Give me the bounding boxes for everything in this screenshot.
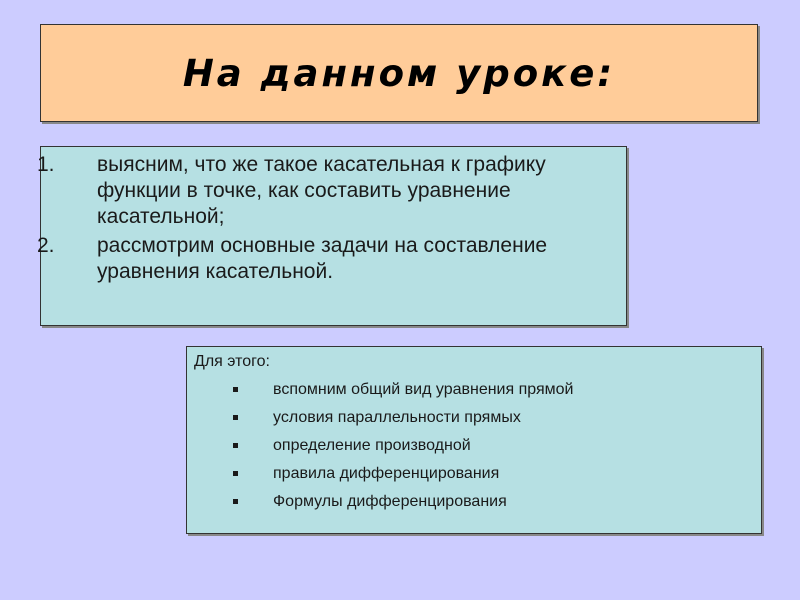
- list-item: [233, 408, 573, 428]
- goal-item: [37, 233, 627, 285]
- title-box: [40, 24, 758, 122]
- slide-title: На данном уроке:: [182, 51, 616, 95]
- goal-number: 1.: [37, 153, 55, 176]
- lesson-goals-list: [37, 152, 627, 288]
- goal-text: выясним, что же такое касательная к графику функции в точке, как составить уравнение касательной;: [97, 153, 546, 228]
- square-bullet-icon: [233, 387, 238, 392]
- list-item-text: Формулы дифференцирования: [273, 493, 507, 510]
- goal-text: рассмотрим основные задачи на составление уравнения касательной.: [97, 234, 548, 283]
- list-item-text: условия параллельности прямых: [273, 409, 521, 426]
- prerequisites-list: [233, 380, 573, 520]
- list-item: [233, 380, 573, 400]
- square-bullet-icon: [233, 415, 238, 420]
- list-item-text: определение производной: [273, 437, 471, 454]
- list-item: [233, 436, 573, 456]
- square-bullet-icon: [233, 499, 238, 504]
- square-bullet-icon: [233, 471, 238, 476]
- list-item-text: вспомним общий вид уравнения прямой: [273, 381, 574, 398]
- lesson-goals-box: [37, 146, 627, 326]
- goal-number: 2.: [37, 234, 55, 257]
- list-item: [233, 464, 573, 484]
- list-item: [233, 492, 573, 512]
- list-item-text: правила дифференцирования: [273, 465, 500, 482]
- goal-item: [37, 152, 627, 230]
- prerequisites-box: [186, 346, 762, 534]
- prerequisites-heading: Для этого:: [194, 353, 270, 370]
- square-bullet-icon: [233, 443, 238, 448]
